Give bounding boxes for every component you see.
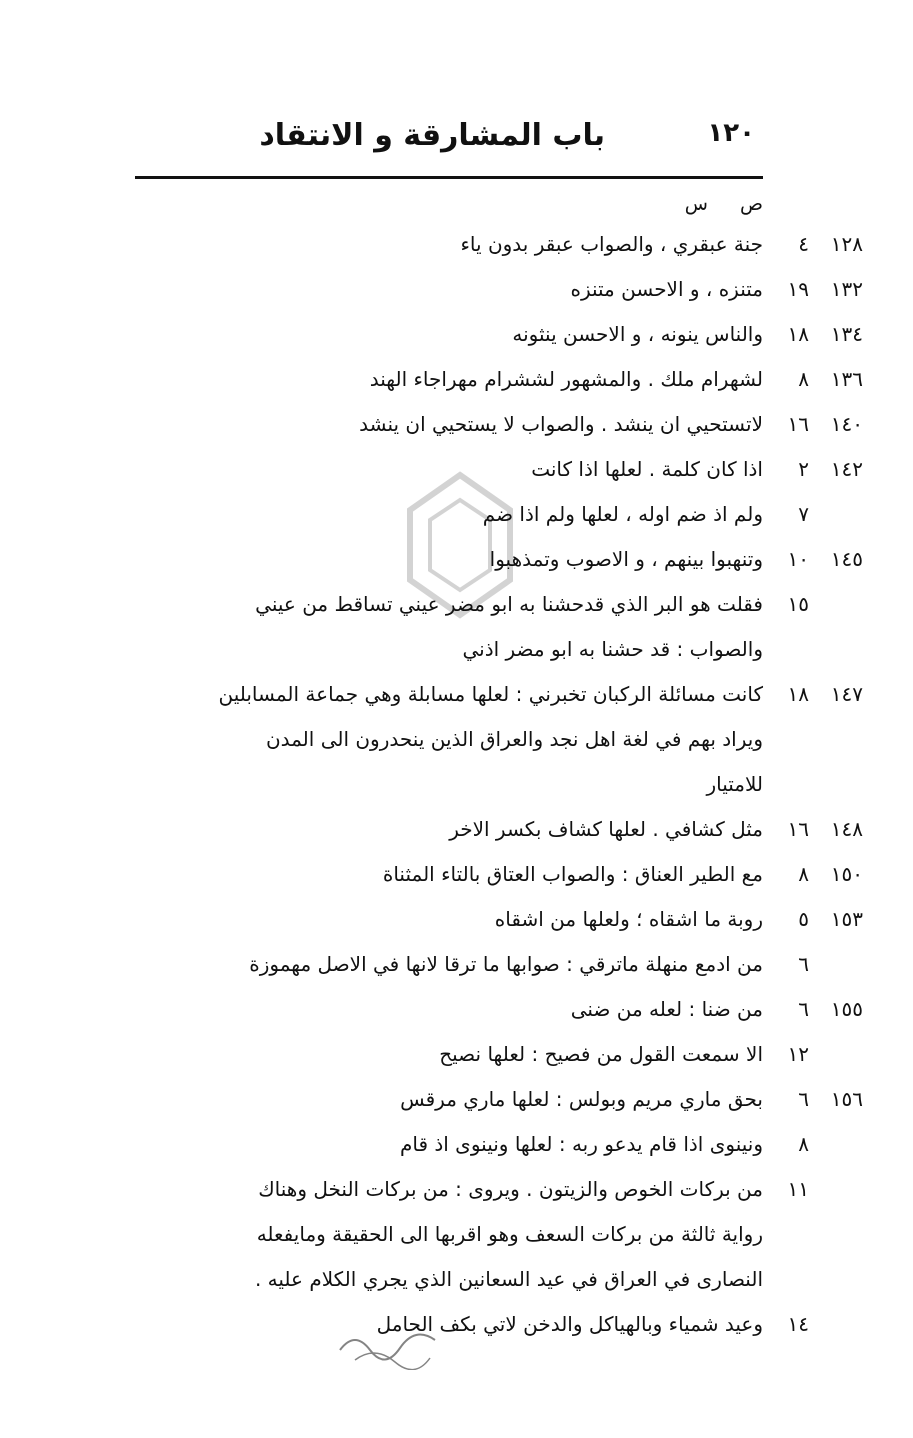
entry-text-line: كانت مسائلة الركبان تخبرني : لعلها مسابلة وهي جماعة المسابلين [218,682,763,706]
entry-line-number: ١٨ [787,682,809,706]
entry-text-line: مثل كشافي . لعلها كشاف بكسر الاخر [449,817,763,841]
entry-line-number: ١٤ [787,1312,809,1336]
errata-entry [83,852,863,897]
entry-text-line: ونينوى اذا قام يدعو ربه : لعلها ونينوى اذ قام [399,1132,763,1156]
entry-page-number: ١٤٨ [830,817,863,841]
entry-text-line: وتنهبوا بينهم ، و الاصوب وتمذهبوا [489,547,763,571]
entry-line-number: ٧ [798,502,809,526]
entry-page-number: ١٤٥ [830,547,863,571]
entry-text-line: رواية ثالثة من بركات السعف وهو اقربها الى الحقيقة ومايفعله [256,1222,763,1246]
entry-page-number: ١٣٦ [830,367,863,391]
entry-text-line: روبة ما اشقاه ؛ ولعلها من اشقاه [494,907,763,931]
entry-line-number: ٨ [798,1132,809,1156]
entry-text-line: من ضنا : لعله من ضنى [570,997,763,1021]
entry-page-number: ١٥٦ [830,1087,863,1111]
entry-page-number: ١٢٨ [830,232,863,256]
entry-text-line: لشهرام ملك . والمشهور لششرام مهراجاء الهند [369,367,763,391]
entry-page-number: ١٤٠ [830,412,863,436]
errata-entry [83,987,863,1032]
entry-line-number: ٨ [798,862,809,886]
header-rule [135,176,763,179]
errata-entry [83,357,863,402]
errata-entry [83,1077,863,1122]
entry-line-number: ١٦ [787,412,809,436]
entry-page-number: ١٣٢ [830,277,863,301]
entry-line-number: ٦ [798,997,809,1021]
entry-page-number: ١٤٧ [830,682,863,706]
entry-text-line: مع الطير العناق : والصواب العتاق بالتاء المثناة [382,862,763,886]
errata-entry [83,222,863,267]
errata-entry [83,402,863,447]
entry-line-number: ١١ [787,1177,809,1201]
line-column-header: س [684,193,708,215]
entry-line-number: ١٩ [787,277,809,301]
entry-text-line: ويراد بهم في لغة اهل نجد والعراق الذين ينحدرون الى المدن [265,727,763,751]
page-column-header: ص [740,193,763,215]
entry-line-number: ١٥ [787,592,809,616]
page-number: ١٢٠ [707,118,755,148]
entry-text-line: لاتستحيي ان ينشد . والصواب لا يستحيي ان ينشد [359,412,763,436]
entry-line-number: ٨ [798,367,809,391]
errata-entry [83,492,809,537]
page-header [120,118,765,168]
errata-entry [83,1032,809,1077]
entry-page-number: ١٥٥ [830,997,863,1021]
entry-text-line: من ادمع منهلة ماترقي : صوابها ما ترقا لانها في الاصل مهموزة [249,952,763,976]
entry-line-number: ٦ [798,952,809,976]
entry-line-number: ٢ [798,457,809,481]
entry-line-number: ٦ [798,1087,809,1111]
errata-entry [83,582,809,672]
entry-text-line: بحق ماري مريم وبولس : لعلها ماري مرقس [400,1087,763,1111]
handwritten-scribble [335,1320,445,1370]
entry-line-number: ١٦ [787,817,809,841]
errata-entry [83,537,863,582]
entry-line-number: ٥ [798,907,809,931]
entry-page-number: ١٤٢ [830,457,863,481]
errata-list [83,222,863,1347]
errata-entry [83,807,863,852]
entry-line-number: ١٠ [787,547,809,571]
page-title: باب المشارقة و الانتقاد [259,118,605,153]
errata-entry [83,447,863,492]
entry-page-number: ١٥٠ [830,862,863,886]
errata-entry [83,267,863,312]
entry-text-line: من بركات الخوص والزيتون . ويروى : من بركات النخل وهناك [258,1177,763,1201]
entry-text-line: والناس ينونه ، و الاحسن ينثونه [512,322,763,346]
entry-text-line: النصارى في العراق في عيد السعانين الذي يجري الكلام عليه . [254,1267,763,1291]
entry-text-line: وعيد شمياء وبالهياكل والدخن لاتي بكف الحامل [376,1312,763,1336]
entry-line-number: ٤ [798,232,809,256]
entry-line-number: ١٢ [787,1042,809,1066]
entry-text-line: للامتيار [706,772,763,796]
entry-text-line: الا سمعت القول من فصيح : لعلها نصيح [439,1042,763,1066]
entry-text-line: فقلت هو البر الذي قدحشنا به ابو مضر عيني تساقط من عيني [255,592,763,616]
errata-entry [83,312,863,357]
entry-text-line: اذا كان كلمة . لعلها اذا كانت [531,457,763,481]
errata-entry [83,1122,809,1167]
errata-entry [83,1167,809,1302]
entry-text-line: والصواب : قد حشنا به ابو مضر اذني [462,637,763,661]
entry-page-number: ١٥٣ [830,907,863,931]
entry-line-number: ١٨ [787,322,809,346]
entry-page-number: ١٣٤ [830,322,863,346]
entry-text-line: متنزه ، و الاحسن متنزه [570,277,763,301]
entry-text-line: ولم اذ ضم اوله ، لعلها ولم اذا ضم [482,502,763,526]
errata-entry [83,897,863,942]
entry-text-line: جنة عبقري ، والصواب عبقر بدون ياء [460,232,763,256]
errata-entry [83,672,863,807]
errata-entry [83,942,809,987]
